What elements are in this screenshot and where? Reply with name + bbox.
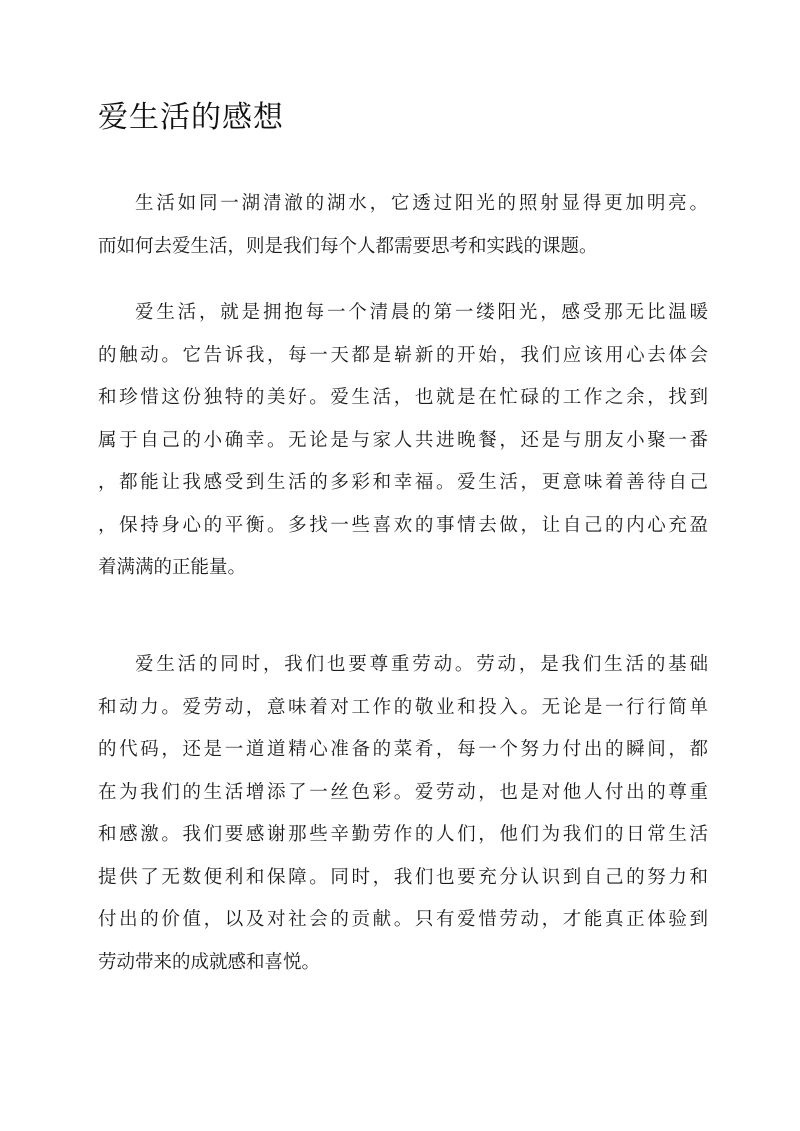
paragraph-line: 的触动。它告诉我，每一天都是崭新的开始，我们应该用心去体会 — [98, 344, 708, 366]
paragraph-line: 劳动带来的成就感和喜悦。 — [98, 951, 321, 973]
paragraph-line: 和珍惜这份独特的美好。爱生活，也就是在忙碌的工作之余，找到 — [98, 387, 708, 408]
paragraph-line: 爱生活的同时，我们也要尊重劳动。劳动，是我们生活的基础 — [135, 654, 708, 675]
page-title: 爱生活的感想 — [98, 100, 284, 135]
paragraph-2 — [98, 292, 708, 590]
paragraph-line: ，都能让我感受到生活的多彩和幸福。爱生活，更意味着善待自己 — [98, 472, 708, 493]
paragraph-line: 付出的价值，以及对社会的贡献。只有爱惜劳动，才能真正体验到 — [98, 909, 708, 930]
paragraph-line: 属于自己的小确幸。无论是与家人共进晚餐，还是与朋友小聚一番 — [98, 429, 708, 451]
paragraph-line: 和动力。爱劳动，意味着对工作的敬业和投入。无论是一行行简单 — [98, 696, 708, 718]
paragraph-line: 和感激。我们要感谢那些辛勤劳作的人们，他们为我们的日常生活 — [98, 824, 708, 845]
paragraph-line: 的代码，还是一道道精心准备的菜肴，每一个努力付出的瞬间，都 — [98, 739, 708, 760]
paragraph-3 — [98, 644, 708, 984]
paragraph-line: 生活如同一湖清澈的湖水，它透过阳光的照射显得更加明亮。 — [135, 193, 708, 214]
paragraph-1 — [98, 183, 708, 268]
paragraph-line: ，保持身心的平衡。多找一些喜欢的事情去做，让自己的内心充盈 — [98, 514, 708, 536]
paragraph-line: 而如何去爱生活，则是我们每个人都需要思考和实践的课题。 — [98, 235, 598, 257]
paragraph-line: 爱生活，就是拥抱每一个清晨的第一缕阳光，感受那无比温暖 — [135, 302, 708, 323]
paragraph-line: 着满满的正能量。 — [98, 557, 247, 578]
paragraph-line: 提供了无数便利和保障。同时，我们也要充分认识到自己的努力和 — [98, 866, 708, 888]
paragraph-line: 在为我们的生活增添了一丝色彩。爱劳动，也是对他人付出的尊重 — [98, 781, 708, 803]
